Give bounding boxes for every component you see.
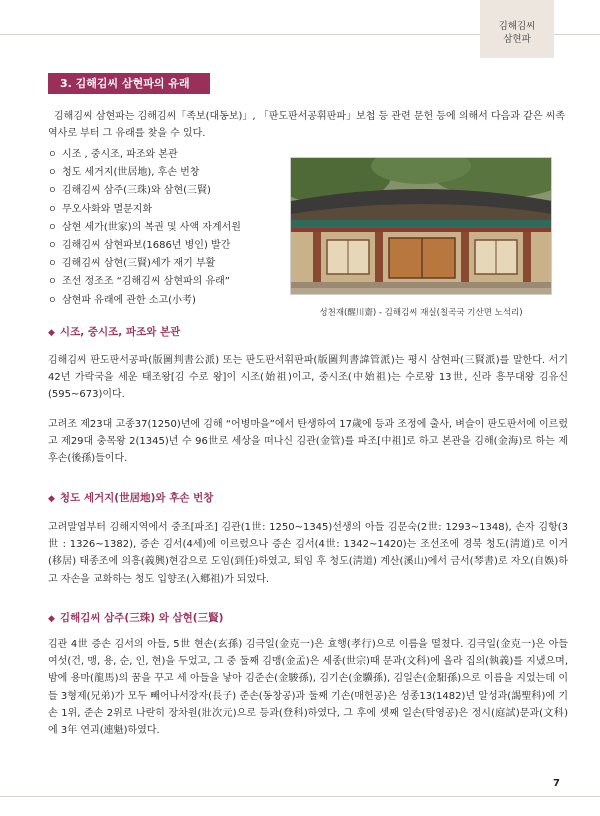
- list-item-text: 김해김씨 삼주(三珠)와 삼현(三賢): [62, 185, 211, 197]
- body-paragraph: 김관 4世 증손 김서의 아들, 5世 현손(玄孫) 김극일(金克一)은 효행(孝行)으로 이름을 떨쳤다. 김극일(金克一)은 아들 여섯(건, 맹, 용, 순, 인, 현)을 두었고, 그 중 둘째 김맹(金孟)은 세종(世宗)때 문과(文科)에 올라 집의(執義)를 지냈으며, 밤에 용마(龍馬)의 꿈을 꾸고 세 아들을 낳아 김준손(金駿孫), 김기손(金驥孫), 김일손(金馹孫)으로 이름을 지었는데 이들 3형제(兄弟)가 모두 빼어나서장자(長子) 준손(동창공)과 둘째 기손(매헌공)은 성종13(1482)년 알성과(謁聖科)에 기손 1위, 준손 2위로 나란히 장차원(壯次元)으로 등과(登科)하였다, 그 후에 셋째 일손(탁영공)은 정시(庭試)문과(文科)에 3年 연괴(連魁)하였다.: [48, 639, 568, 737]
- page-number: 7: [553, 778, 560, 789]
- subsection-heading: [48, 610, 223, 625]
- hanok-building-illustration: [291, 158, 552, 295]
- shrine-photo: [290, 157, 552, 295]
- list-item: [48, 201, 278, 219]
- list-item-text: 김해김씨 삼현(三賢)세가 재기 부활: [62, 258, 216, 270]
- chapter-tab-line2: 삼현파: [503, 34, 531, 45]
- photo-caption: 성천재(醒川齋) - 김해김씨 재실(칠곡국 기산면 노석리): [319, 308, 523, 318]
- subsection-heading-text: 청도 세거지(世居地)와 후손 번창: [59, 492, 214, 504]
- subsection-heading-text: 김해김씨 삼주(三珠) 와 삼현(三賢): [59, 612, 224, 624]
- list-item-text: 김해김씨 삼현파보(1686년 병인) 발간: [62, 240, 231, 252]
- list-item: [48, 237, 278, 255]
- circle-bullet-icon: ㅇ: [48, 259, 57, 270]
- list-item-text: 삼현 세가(世家)의 복권 및 사액 자계서원: [62, 221, 241, 233]
- list-item-text: 무오사화와 멸문지화: [62, 203, 153, 215]
- list-item: [48, 255, 278, 273]
- list-item-text: 조선 정조조 “김해김씨 삼현파의 유래”: [62, 276, 230, 288]
- intro-paragraph: 김해김씨 삼현파는 김해김씨「족보(대동보)」, 「판도판서공휘판파」보첩 등 관련 문헌 등에 의해서 다음과 같은 씨족역사로 부터 그 유래를 찾을 수 있다.: [48, 111, 565, 139]
- chapter-tab: [480, 0, 554, 58]
- list-item: [48, 146, 278, 164]
- circle-bullet-icon: ㅇ: [48, 222, 57, 233]
- circle-bullet-icon: ㅇ: [48, 150, 57, 160]
- circle-bullet-icon: ㅇ: [48, 168, 57, 179]
- diamond-bullet-icon: ◆: [48, 328, 55, 338]
- subsection-heading-text: 시조, 중시조, 파조와 본관: [59, 326, 181, 338]
- footer-rule: [0, 796, 600, 797]
- circle-bullet-icon: ㅇ: [48, 204, 57, 215]
- list-item: [48, 219, 278, 237]
- list-item: [48, 273, 278, 291]
- body-paragraph: 고려말엽부터 김해지역에서 중조[파조] 김관(1世: 1250~1345)선생의 아들 김문숙(2世: 1293~1348), 손자 김항(3世 : 1326~1382), 증손 김서(4세)에 이르렀으나 증손 김서(4世: 1342~1420)는 조선조에 경북 청도(淸道)로 이거(移居) 태종조에 의흥(義興)현감으로 도임(到任)하였고, 퇴임 후 청도(淸道) 계산(溪山)에서 금서(琴書)로 자오(自娛)하고 자손을 교화하는 청도 입향조(入鄕祖)가 되었다.: [48, 522, 568, 585]
- subsection-heading: [48, 324, 180, 339]
- list-item-text: 청도 세거지(世居地), 후손 번창: [62, 167, 200, 179]
- list-item-text: 시조 , 중시조, 파조와 본관: [62, 149, 178, 160]
- list-item: [48, 164, 278, 182]
- diamond-bullet-icon: ◆: [48, 494, 55, 504]
- chapter-tab-line1: 김해김씨: [498, 21, 536, 32]
- list-item: [48, 292, 278, 310]
- circle-bullet-icon: ㅇ: [48, 277, 57, 288]
- body-paragraph: 김해김씨 판도판서공파(版圖判書公派) 또는 판도판서휘판파(版圖判書諱管派)는 평시 삼현파(三賢派)를 말한다. 서기 42년 가락국을 세운 태조왕[김 수로 왕]이 시조(始祖)이고, 중시조(中始祖)는 수로왕 13世, 신라 흥무대왕 김유신(595~673)이다.: [48, 355, 568, 401]
- subsection-heading: [48, 490, 213, 505]
- body-paragraph: 고려조 제23대 고종37(1250)년에 김해 “어병마을”에서 탄생하여 17歲에 등과 조정에 출사, 벼슬이 판도판서에 이르렀고 제29대 충목왕 2(1345)년 수 96世로 세상을 떠나신 김관(金管)를 파조[中祖]로 하고 본관을 김해(金海)로 하는 제 후손(後孫)들이다.: [48, 419, 568, 465]
- circle-bullet-icon: ㅇ: [48, 295, 57, 306]
- list-item: [48, 182, 278, 200]
- section-title: 3. 김해김씨 삼현파의 유래: [48, 73, 210, 94]
- diamond-bullet-icon: ◆: [48, 614, 55, 624]
- list-item-text: 삼현파 유래에 관한 소고(小考): [62, 294, 196, 306]
- circle-bullet-icon: ㅇ: [48, 186, 57, 197]
- topic-list: [48, 146, 278, 310]
- circle-bullet-icon: ㅇ: [48, 241, 57, 252]
